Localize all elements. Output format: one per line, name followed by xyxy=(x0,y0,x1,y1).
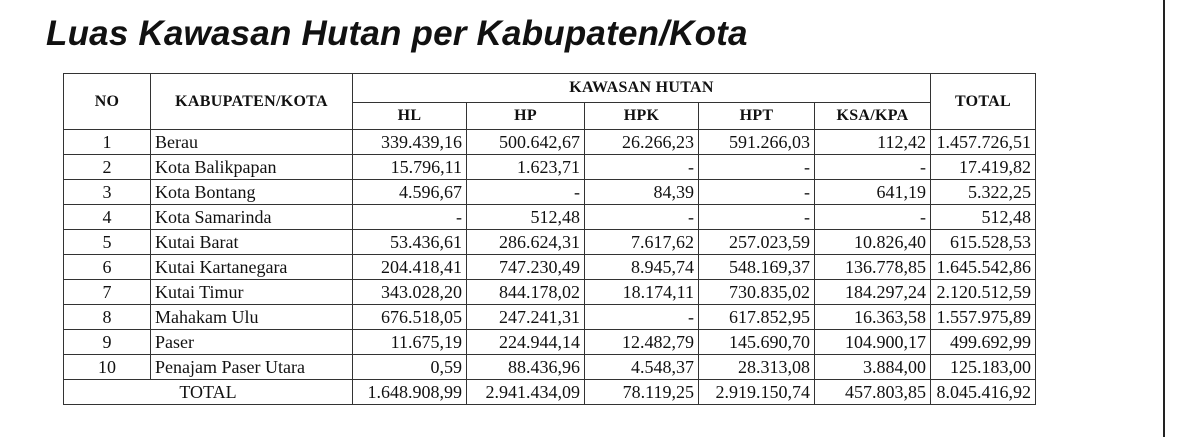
page-border-line xyxy=(1163,0,1165,437)
header-hpt: HPT xyxy=(699,103,815,130)
cell-hl: - xyxy=(353,205,467,230)
cell-no: 3 xyxy=(64,180,151,205)
cell-hpt: - xyxy=(699,155,815,180)
cell-ksa-kpa: 3.884,00 xyxy=(815,355,931,380)
table-row xyxy=(64,180,1036,205)
total-row xyxy=(64,380,1036,405)
cell-hp: 286.624,31 xyxy=(467,230,585,255)
cell-total: 17.419,82 xyxy=(931,155,1036,180)
cell-kabupaten: Kutai Timur xyxy=(151,280,353,305)
cell-no: 6 xyxy=(64,255,151,280)
table-row xyxy=(64,155,1036,180)
table-row xyxy=(64,130,1036,155)
cell-no: 7 xyxy=(64,280,151,305)
cell-no: 10 xyxy=(64,355,151,380)
cell-hp: 500.642,67 xyxy=(467,130,585,155)
cell-ksa-kpa: 112,42 xyxy=(815,130,931,155)
total-ksa-kpa: 457.803,85 xyxy=(815,380,931,405)
table-row xyxy=(64,255,1036,280)
header-hl: HL xyxy=(353,103,467,130)
cell-hpt: 548.169,37 xyxy=(699,255,815,280)
total-hpk: 78.119,25 xyxy=(585,380,699,405)
cell-hpt: - xyxy=(699,205,815,230)
cell-total: 499.692,99 xyxy=(931,330,1036,355)
cell-no: 2 xyxy=(64,155,151,180)
cell-hpk: 4.548,37 xyxy=(585,355,699,380)
header-ksa-kpa: KSA/KPA xyxy=(815,103,931,130)
cell-total: 2.120.512,59 xyxy=(931,280,1036,305)
cell-no: 1 xyxy=(64,130,151,155)
cell-hp: 747.230,49 xyxy=(467,255,585,280)
cell-no: 4 xyxy=(64,205,151,230)
table-row xyxy=(64,230,1036,255)
table-row xyxy=(64,355,1036,380)
cell-hpk: 7.617,62 xyxy=(585,230,699,255)
cell-hp: 844.178,02 xyxy=(467,280,585,305)
cell-hl: 11.675,19 xyxy=(353,330,467,355)
table-row xyxy=(64,205,1036,230)
cell-hl: 0,59 xyxy=(353,355,467,380)
cell-hpt: - xyxy=(699,180,815,205)
cell-hp: 512,48 xyxy=(467,205,585,230)
total-grand: 8.045.416,92 xyxy=(931,380,1036,405)
forest-area-table xyxy=(63,73,1036,405)
cell-hl: 339.439,16 xyxy=(353,130,467,155)
cell-kabupaten: Paser xyxy=(151,330,353,355)
cell-kabupaten: Kota Balikpapan xyxy=(151,155,353,180)
total-label: TOTAL xyxy=(64,380,353,405)
cell-hl: 15.796,11 xyxy=(353,155,467,180)
total-hl: 1.648.908,99 xyxy=(353,380,467,405)
cell-kabupaten: Kutai Kartanegara xyxy=(151,255,353,280)
table-row xyxy=(64,280,1036,305)
total-hp: 2.941.434,09 xyxy=(467,380,585,405)
cell-hpk: - xyxy=(585,155,699,180)
cell-kabupaten: Kota Samarinda xyxy=(151,205,353,230)
header-hpk: HPK xyxy=(585,103,699,130)
cell-hl: 343.028,20 xyxy=(353,280,467,305)
cell-ksa-kpa: 104.900,17 xyxy=(815,330,931,355)
cell-total: 5.322,25 xyxy=(931,180,1036,205)
table-row xyxy=(64,305,1036,330)
cell-ksa-kpa: 16.363,58 xyxy=(815,305,931,330)
cell-total: 1.457.726,51 xyxy=(931,130,1036,155)
cell-kabupaten: Berau xyxy=(151,130,353,155)
cell-hpk: 18.174,11 xyxy=(585,280,699,305)
cell-hpk: 84,39 xyxy=(585,180,699,205)
header-kabupaten: KABUPATEN/KOTA xyxy=(151,74,353,130)
cell-hl: 204.418,41 xyxy=(353,255,467,280)
cell-ksa-kpa: 184.297,24 xyxy=(815,280,931,305)
cell-hpt: 28.313,08 xyxy=(699,355,815,380)
cell-total: 125.183,00 xyxy=(931,355,1036,380)
cell-hpk: 8.945,74 xyxy=(585,255,699,280)
cell-hl: 53.436,61 xyxy=(353,230,467,255)
cell-hpt: 145.690,70 xyxy=(699,330,815,355)
cell-hpk: 26.266,23 xyxy=(585,130,699,155)
header-hp: HP xyxy=(467,103,585,130)
cell-hpt: 591.266,03 xyxy=(699,130,815,155)
cell-no: 8 xyxy=(64,305,151,330)
cell-total: 1.645.542,86 xyxy=(931,255,1036,280)
cell-total: 512,48 xyxy=(931,205,1036,230)
cell-hpk: - xyxy=(585,205,699,230)
cell-kabupaten: Kutai Barat xyxy=(151,230,353,255)
cell-kabupaten: Kota Bontang xyxy=(151,180,353,205)
cell-ksa-kpa: - xyxy=(815,205,931,230)
cell-total: 1.557.975,89 xyxy=(931,305,1036,330)
cell-hpt: 730.835,02 xyxy=(699,280,815,305)
cell-hpt: 257.023,59 xyxy=(699,230,815,255)
cell-no: 9 xyxy=(64,330,151,355)
cell-hl: 4.596,67 xyxy=(353,180,467,205)
cell-hp: 1.623,71 xyxy=(467,155,585,180)
cell-total: 615.528,53 xyxy=(931,230,1036,255)
cell-hl: 676.518,05 xyxy=(353,305,467,330)
cell-hpt: 617.852,95 xyxy=(699,305,815,330)
total-hpt: 2.919.150,74 xyxy=(699,380,815,405)
cell-hp: 224.944,14 xyxy=(467,330,585,355)
cell-hpk: - xyxy=(585,305,699,330)
cell-kabupaten: Mahakam Ulu xyxy=(151,305,353,330)
cell-ksa-kpa: - xyxy=(815,155,931,180)
cell-kabupaten: Penajam Paser Utara xyxy=(151,355,353,380)
cell-ksa-kpa: 641,19 xyxy=(815,180,931,205)
page-title: Luas Kawasan Hutan per Kabupaten/Kota xyxy=(46,14,748,53)
cell-hp: 247.241,31 xyxy=(467,305,585,330)
cell-ksa-kpa: 136.778,85 xyxy=(815,255,931,280)
cell-ksa-kpa: 10.826,40 xyxy=(815,230,931,255)
header-no: NO xyxy=(64,74,151,130)
table-row xyxy=(64,330,1036,355)
cell-no: 5 xyxy=(64,230,151,255)
cell-hpk: 12.482,79 xyxy=(585,330,699,355)
header-kawasan-hutan: KAWASAN HUTAN xyxy=(353,74,931,103)
header-total: TOTAL xyxy=(931,74,1036,130)
cell-hp: - xyxy=(467,180,585,205)
cell-hp: 88.436,96 xyxy=(467,355,585,380)
